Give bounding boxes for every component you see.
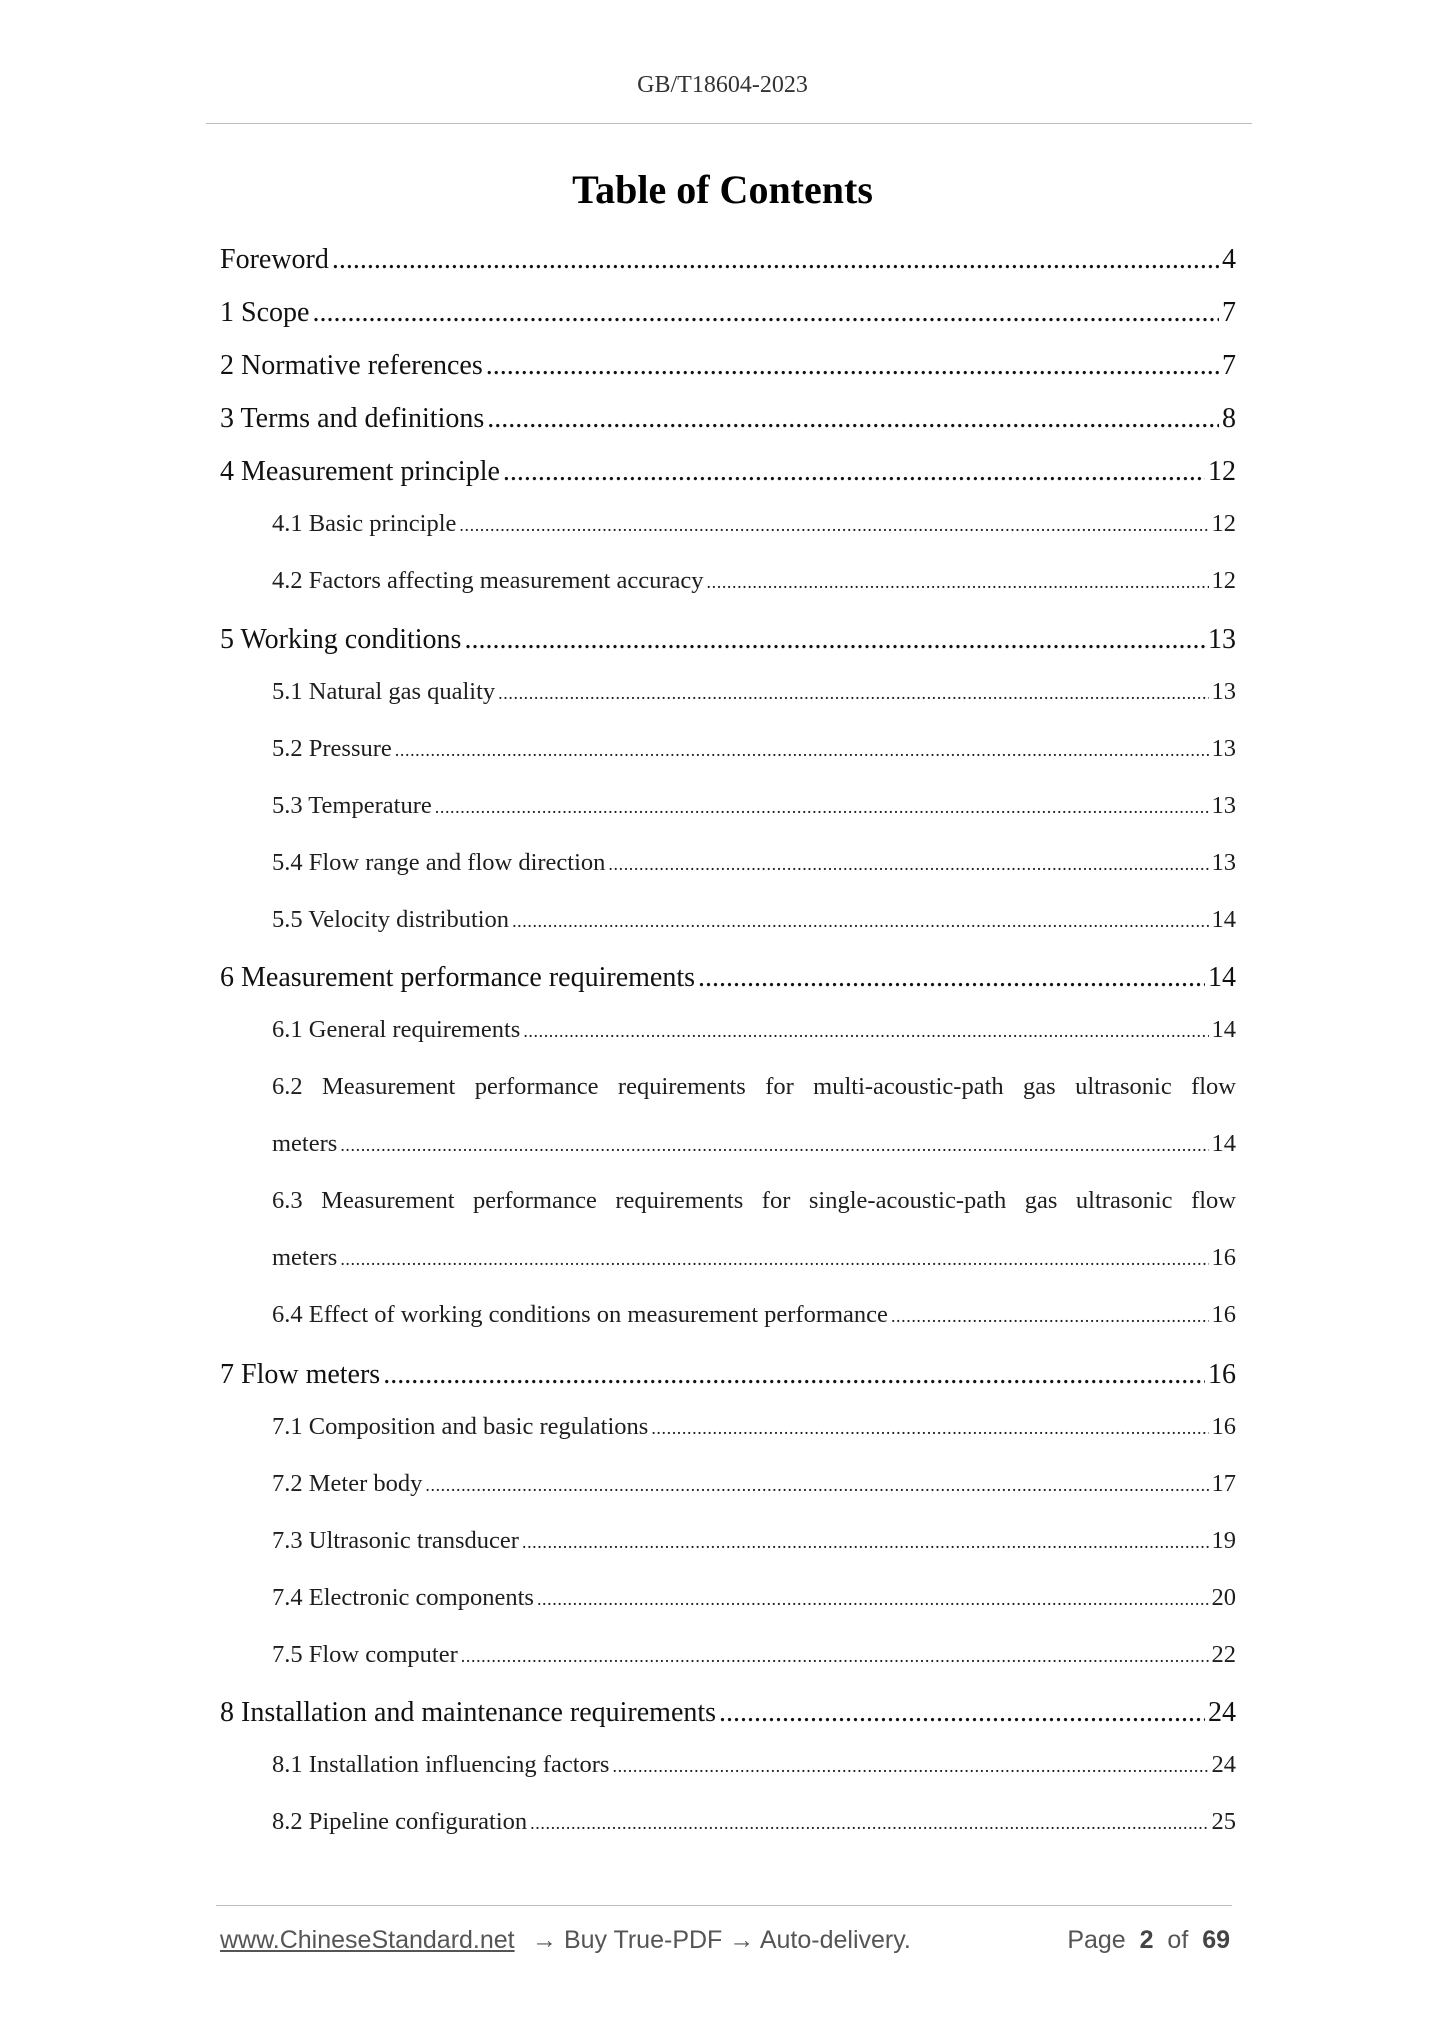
toc-entry-page: 20 bbox=[1211, 1584, 1236, 1611]
toc-entry-section-5[interactable] bbox=[220, 624, 1236, 656]
toc-entry-title-continuation: meters bbox=[272, 1130, 338, 1157]
dot-leader bbox=[464, 624, 1205, 656]
toc-entry-section-6[interactable] bbox=[220, 962, 1236, 994]
toc-entry-section-8-1[interactable] bbox=[272, 1751, 1236, 1779]
toc-entry-page: 14 bbox=[1211, 1016, 1236, 1043]
toc-entry-title: 8 Installation and maintenance requirements bbox=[220, 1697, 717, 1728]
dot-leader bbox=[340, 1244, 1208, 1272]
total-pages-number: 69 bbox=[1202, 1926, 1230, 1954]
dot-leader bbox=[530, 1808, 1208, 1836]
toc-entry-section-7[interactable] bbox=[220, 1359, 1236, 1391]
toc-entry-section-7-4[interactable] bbox=[272, 1584, 1236, 1612]
toc-entry-section-7-5[interactable] bbox=[272, 1641, 1236, 1669]
toc-entry-title: 6.1 General requirements bbox=[272, 1016, 521, 1043]
dot-leader bbox=[537, 1584, 1209, 1612]
buy-pdf-promo: → Buy True-PDF → Auto-delivery. bbox=[532, 1926, 911, 1954]
toc-entry-title: 1 Scope bbox=[220, 297, 310, 328]
dot-leader bbox=[383, 1359, 1205, 1391]
toc-title: Table of Contents bbox=[572, 167, 873, 212]
page-footer bbox=[220, 1926, 1230, 1966]
toc-entry-page: 17 bbox=[1211, 1470, 1236, 1497]
toc-entry-page: 25 bbox=[1211, 1808, 1236, 1835]
toc-entry-page: 14 bbox=[1208, 962, 1236, 993]
dot-leader bbox=[459, 510, 1208, 538]
website-link[interactable]: www.ChineseStandard.net bbox=[220, 1926, 515, 1954]
toc-entry-title: 5.5 Velocity distribution bbox=[272, 906, 510, 933]
toc-entry-section-5-2[interactable] bbox=[272, 735, 1236, 763]
dot-leader bbox=[340, 1130, 1208, 1158]
toc-entry-title-continuation: meters bbox=[272, 1244, 338, 1271]
toc-entry-section-1[interactable] bbox=[220, 297, 1236, 329]
toc-entry-section-6-1[interactable] bbox=[272, 1016, 1236, 1044]
dot-leader bbox=[425, 1470, 1208, 1498]
dot-leader bbox=[332, 244, 1219, 276]
toc-entry-title: 4 Measurement principle bbox=[220, 456, 500, 487]
current-page-number: 2 bbox=[1139, 1926, 1154, 1954]
toc-entry-title: 5.3 Temperature bbox=[272, 792, 432, 819]
toc-entry-title: 2 Normative references bbox=[220, 350, 483, 381]
dot-leader bbox=[487, 403, 1219, 435]
toc-entry-section-6-2-line1[interactable]: 6.2 Measurement performance requirements for multi-acoustic-path gas ultrasonic flow bbox=[272, 1073, 1236, 1100]
header-divider bbox=[206, 123, 1252, 124]
toc-entry-page: 13 bbox=[1208, 624, 1236, 655]
toc-entry-page: 12 bbox=[1208, 456, 1236, 487]
dot-leader bbox=[698, 962, 1205, 994]
toc-entry-section-4[interactable] bbox=[220, 456, 1236, 488]
toc-entry-title: 8.1 Installation influencing factors bbox=[272, 1751, 610, 1778]
dot-leader bbox=[503, 456, 1205, 488]
toc-entry-title: 7.3 Ultrasonic transducer bbox=[272, 1527, 519, 1554]
toc-entry-title: 6 Measurement performance requirements bbox=[220, 962, 696, 993]
toc-entry-title: 4.2 Factors affecting measurement accuracy bbox=[272, 567, 704, 594]
footer-divider bbox=[216, 1905, 1232, 1906]
document-code-header: GB/T18604-2023 bbox=[637, 72, 808, 98]
dot-leader bbox=[435, 792, 1209, 820]
toc-entry-title: 6.4 Effect of working conditions on measurement performance bbox=[272, 1301, 888, 1328]
toc-entry-page: 22 bbox=[1211, 1641, 1236, 1668]
toc-entry-title: 3 Terms and definitions bbox=[220, 403, 485, 434]
page-of-label: of bbox=[1167, 1926, 1189, 1954]
dot-leader bbox=[891, 1301, 1209, 1329]
toc-entry-section-5-5[interactable] bbox=[272, 906, 1236, 934]
toc-entry-page: 16 bbox=[1211, 1301, 1236, 1328]
toc-entry-page: 13 bbox=[1211, 849, 1236, 876]
toc-entry-page: 13 bbox=[1211, 678, 1236, 705]
toc-entry-title: 8.2 Pipeline configuration bbox=[272, 1808, 528, 1835]
toc-entry-page: 24 bbox=[1208, 1697, 1236, 1728]
dot-leader bbox=[707, 567, 1209, 595]
toc-entry-section-5-3[interactable] bbox=[272, 792, 1236, 820]
toc-entry-title: 5.2 Pressure bbox=[272, 735, 392, 762]
toc-entry-foreword[interactable] bbox=[220, 244, 1236, 276]
dot-leader bbox=[523, 1016, 1208, 1044]
toc-entry-section-2[interactable] bbox=[220, 350, 1236, 382]
toc-entry-section-6-3-line1[interactable]: 6.3 Measurement performance requirements for single-acoustic-path gas ultrasonic flow bbox=[272, 1187, 1236, 1214]
toc-entry-title: 7.4 Electronic components bbox=[272, 1584, 534, 1611]
toc-entry-section-5-1[interactable] bbox=[272, 678, 1236, 706]
toc-entry-page: 7 bbox=[1222, 297, 1236, 328]
page-label: Page bbox=[1067, 1926, 1126, 1954]
toc-entry-page: 4 bbox=[1222, 244, 1236, 275]
dot-leader bbox=[522, 1527, 1209, 1555]
toc-entry-title: 5 Working conditions bbox=[220, 624, 462, 655]
dot-leader bbox=[651, 1413, 1208, 1441]
toc-entry-title: Foreword bbox=[220, 244, 329, 275]
page-indicator bbox=[1067, 1926, 1230, 1955]
toc-entry-section-5-4[interactable] bbox=[272, 849, 1236, 877]
toc-entry-page: 14 bbox=[1211, 906, 1236, 933]
dot-leader bbox=[498, 678, 1208, 706]
toc-entry-section-4-2[interactable] bbox=[272, 567, 1236, 595]
toc-entry-section-7-2[interactable] bbox=[272, 1470, 1236, 1498]
toc-entry-title: 7.2 Meter body bbox=[272, 1470, 423, 1497]
toc-entry-page: 13 bbox=[1211, 792, 1236, 819]
toc-entry-title: 7 Flow meters bbox=[220, 1359, 381, 1390]
dot-leader bbox=[486, 350, 1219, 382]
toc-entry-section-6-4[interactable] bbox=[272, 1301, 1236, 1329]
toc-entry-section-8-2[interactable] bbox=[272, 1808, 1236, 1836]
toc-entry-title: 5.4 Flow range and flow direction bbox=[272, 849, 606, 876]
dot-leader bbox=[395, 735, 1209, 763]
dot-leader bbox=[612, 1751, 1208, 1779]
dot-leader bbox=[461, 1641, 1209, 1669]
toc-entry-page: 8 bbox=[1222, 403, 1236, 434]
toc-entry-page: 12 bbox=[1211, 510, 1236, 537]
toc-entry-section-3[interactable] bbox=[220, 403, 1236, 435]
dot-leader bbox=[719, 1697, 1205, 1729]
toc-entry-section-6-3[interactable] bbox=[272, 1244, 1236, 1272]
toc-entry-section-8[interactable] bbox=[220, 1697, 1236, 1729]
toc-entry-page: 24 bbox=[1211, 1751, 1236, 1778]
dot-leader bbox=[512, 906, 1208, 934]
toc-entry-page: 16 bbox=[1208, 1359, 1236, 1390]
dot-leader bbox=[608, 849, 1208, 877]
toc-entry-section-7-3[interactable] bbox=[272, 1527, 1236, 1555]
toc-entry-title: 7.1 Composition and basic regulations bbox=[272, 1413, 649, 1440]
toc-entry-title: 5.1 Natural gas quality bbox=[272, 678, 496, 705]
dot-leader bbox=[312, 297, 1219, 329]
toc-entry-page: 19 bbox=[1211, 1527, 1236, 1554]
toc-entry-page: 13 bbox=[1211, 735, 1236, 762]
toc-entry-page: 16 bbox=[1211, 1413, 1236, 1440]
toc-entry-section-4-1[interactable] bbox=[272, 510, 1236, 538]
toc-entry-page: 14 bbox=[1211, 1130, 1236, 1157]
toc-entry-title: 4.1 Basic principle bbox=[272, 510, 457, 537]
toc-entry-section-7-1[interactable] bbox=[272, 1413, 1236, 1441]
toc-entry-page: 16 bbox=[1211, 1244, 1236, 1271]
toc-entry-page: 12 bbox=[1211, 567, 1236, 594]
toc-entry-title: 7.5 Flow computer bbox=[272, 1641, 458, 1668]
toc-entry-section-6-2[interactable] bbox=[272, 1130, 1236, 1158]
toc-entry-page: 7 bbox=[1222, 350, 1236, 381]
